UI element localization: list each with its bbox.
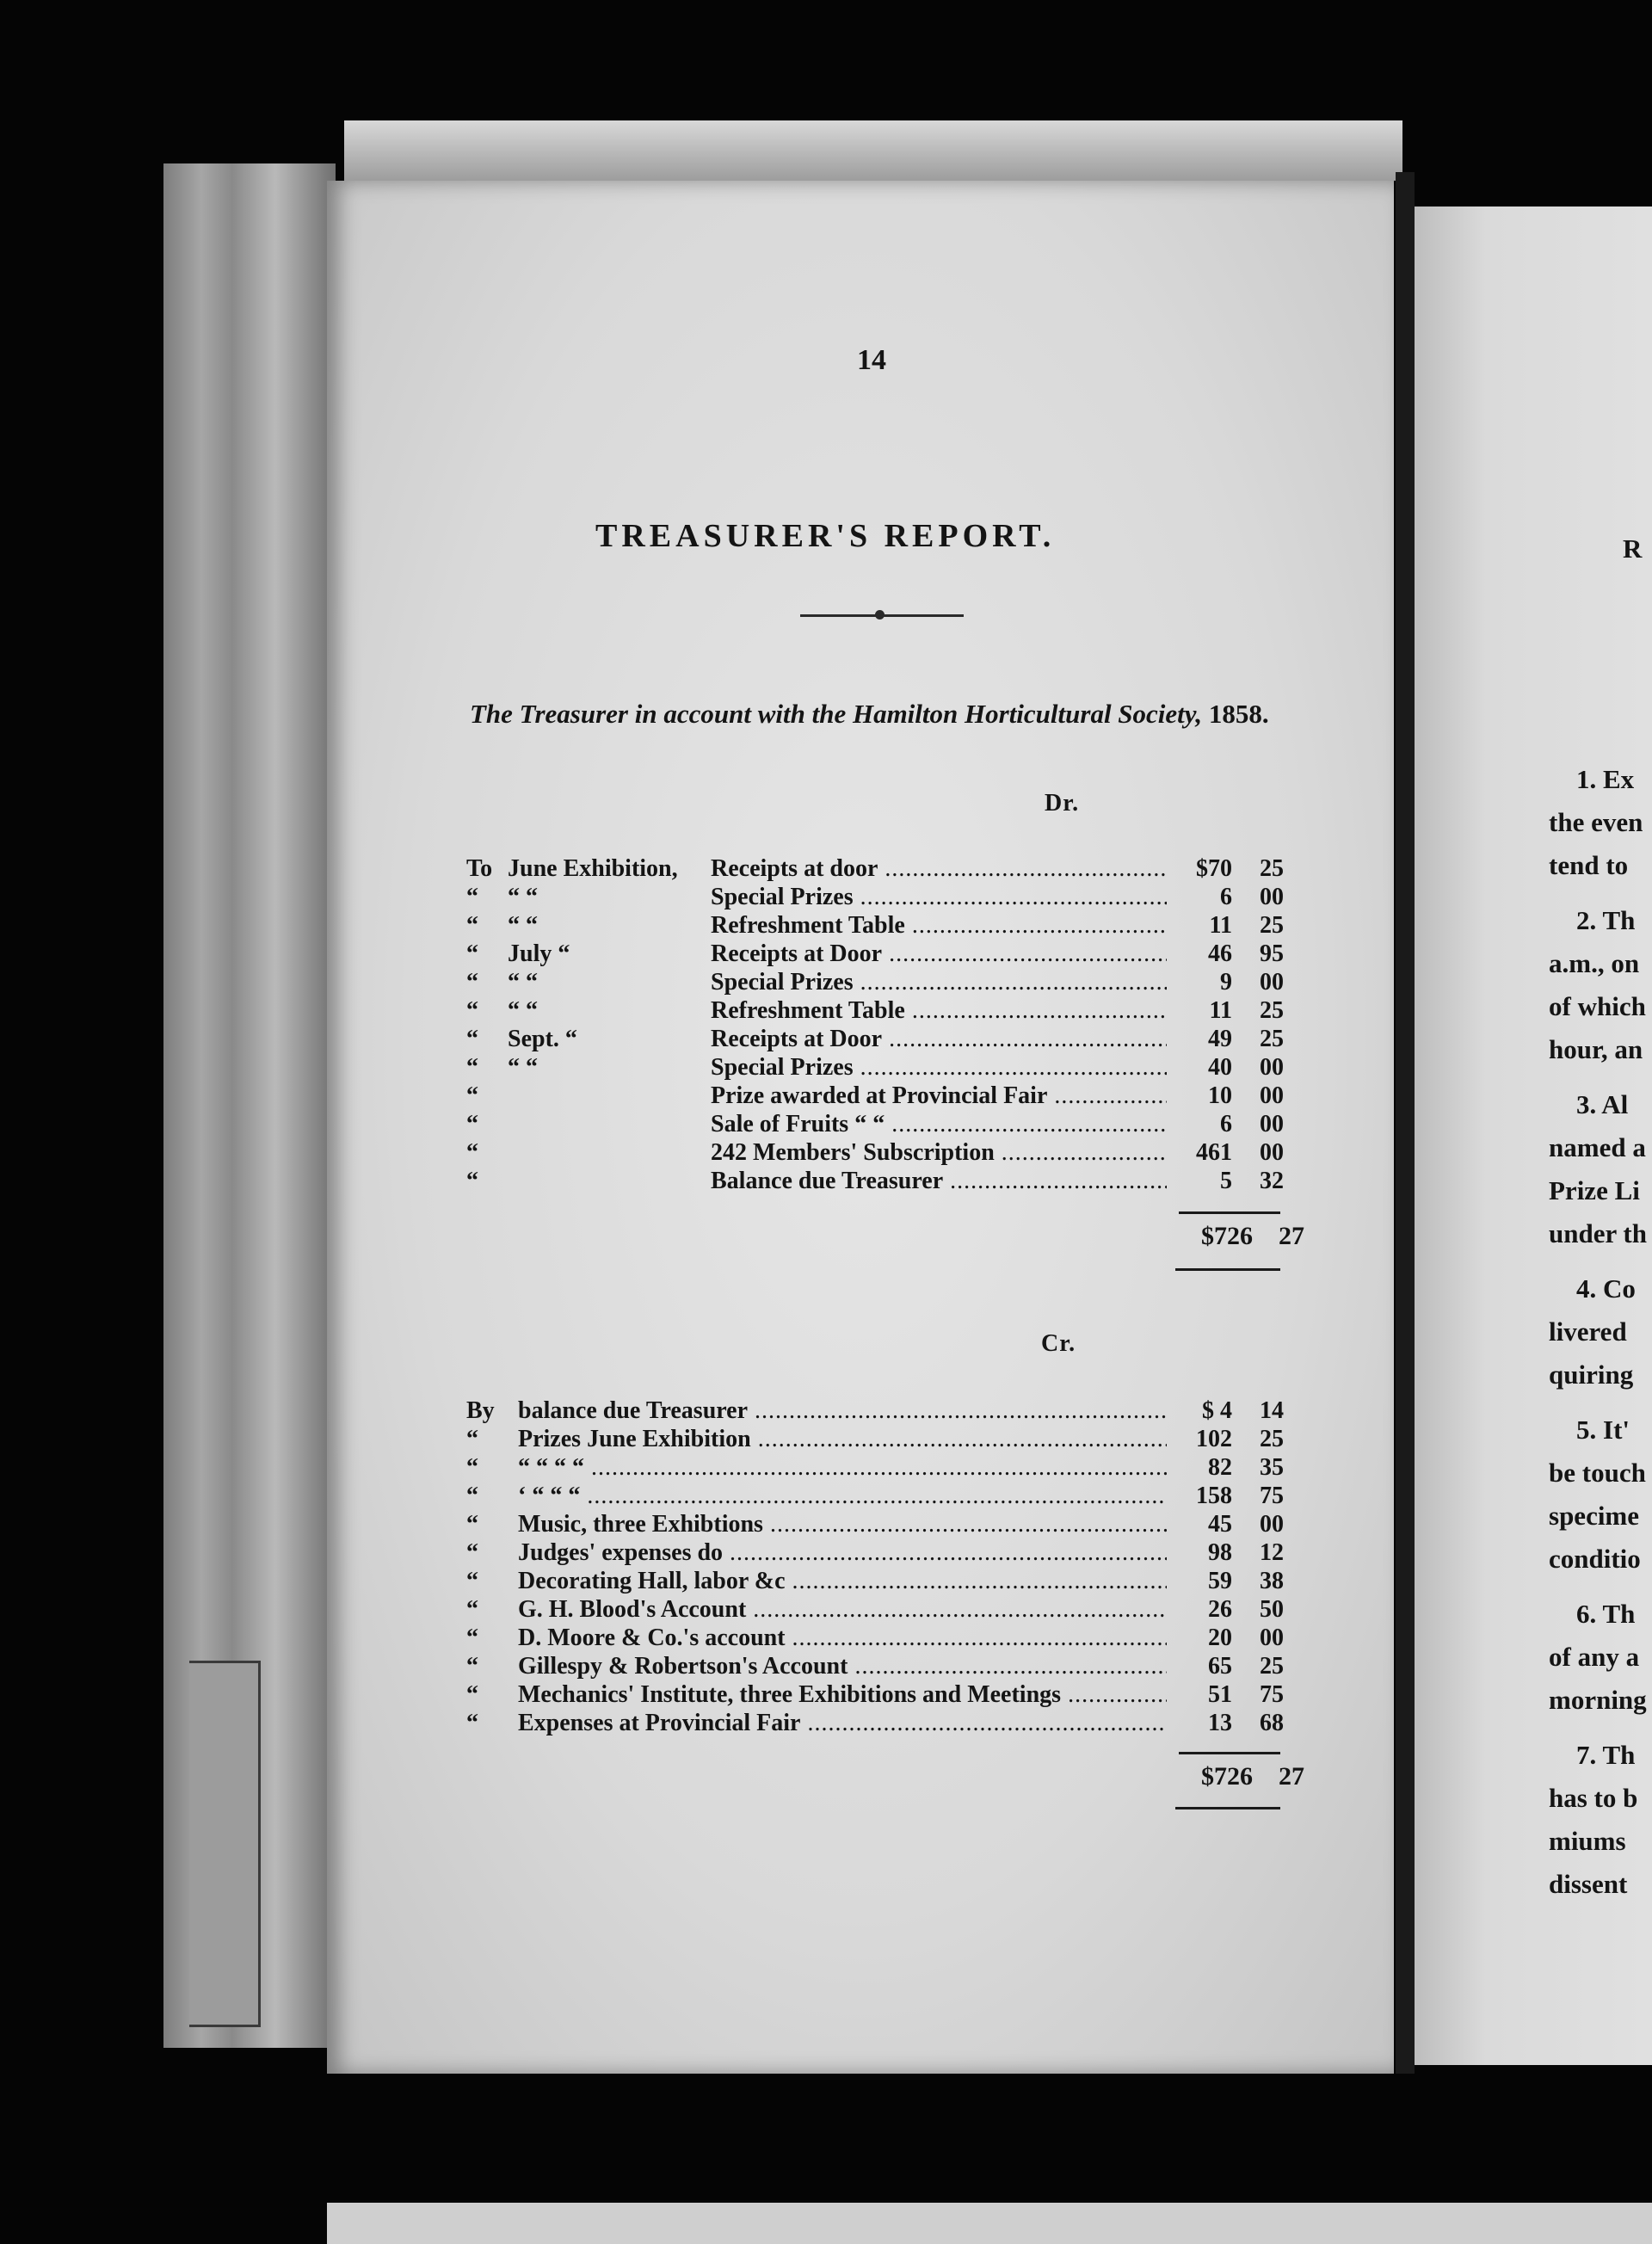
ledger-cents: 25 xyxy=(1260,1653,1284,1680)
ledger-dollars: 461 xyxy=(1196,1139,1232,1166)
ledger-group: Sept. “ xyxy=(508,1026,577,1052)
ledger-dollars: 10 xyxy=(1208,1082,1232,1109)
ledger-dollars: 11 xyxy=(1209,997,1232,1024)
right-page-line: the even xyxy=(1549,807,1643,837)
debit-ledger xyxy=(466,855,1284,1196)
right-page-line: 2. Th xyxy=(1576,905,1636,935)
right-page-line: miums xyxy=(1549,1826,1626,1856)
ledger-description: Gillespy & Robertson's Account ..... xyxy=(518,1653,1167,1680)
ledger-prefix: “ xyxy=(466,1511,478,1538)
ledger-cents: 35 xyxy=(1260,1454,1284,1481)
credit-ledger-row xyxy=(466,1710,1284,1738)
ledger-cents: 00 xyxy=(1260,1624,1284,1651)
ledger-dollars: 49 xyxy=(1208,1026,1232,1052)
ledger-group: July “ xyxy=(508,940,570,967)
ledger-cents: 95 xyxy=(1260,940,1284,967)
credit-ledger-row xyxy=(466,1568,1284,1596)
credit-sum-line xyxy=(1179,1752,1280,1754)
debit-ledger-row xyxy=(466,1054,1284,1082)
book-spine-edge xyxy=(189,1661,261,2027)
debit-ledger-row xyxy=(466,912,1284,940)
debit-sum-line xyxy=(1179,1211,1280,1214)
debit-ledger-row xyxy=(466,884,1284,912)
right-page-line: named a xyxy=(1549,1132,1646,1162)
ledger-prefix: “ xyxy=(466,1054,478,1081)
ledger-cents: 50 xyxy=(1260,1596,1284,1623)
ledger-prefix: “ xyxy=(466,1539,478,1566)
ledger-cents: 38 xyxy=(1260,1568,1284,1594)
ledger-description: G. H. Blood's Account ..... xyxy=(518,1596,1167,1624)
ledger-prefix: “ xyxy=(466,1624,478,1651)
ledger-prefix: “ xyxy=(466,1139,478,1166)
book-gutter xyxy=(1396,172,1415,2074)
ledger-cents: 00 xyxy=(1260,1139,1284,1166)
ledger-prefix: To xyxy=(466,855,493,882)
ledger-dollars: $70 xyxy=(1196,855,1232,882)
ledger-description: Receipts at Door ..... xyxy=(711,940,1167,968)
ledger-cents: 00 xyxy=(1260,969,1284,996)
ledger-prefix: “ xyxy=(466,1111,478,1137)
ledger-prefix: “ xyxy=(466,1426,478,1452)
ledger-dollars: 5 xyxy=(1220,1168,1232,1194)
ledger-dollars: 82 xyxy=(1208,1454,1232,1481)
page-number: 14 xyxy=(857,344,886,376)
ledger-prefix: “ xyxy=(466,1681,478,1708)
ledger-description: Mechanics' Institute, three Exhibitions and Meetings ..... xyxy=(518,1681,1167,1709)
ledger-dollars: 158 xyxy=(1196,1483,1232,1509)
ledger-description: Receipts at door ..... xyxy=(711,855,1167,883)
credit-ledger xyxy=(466,1397,1284,1738)
right-page-heading: R xyxy=(1623,533,1643,564)
ledger-cents: 25 xyxy=(1260,1426,1284,1452)
ledger-dollars: 98 xyxy=(1208,1539,1232,1566)
ledger-prefix: “ xyxy=(466,884,478,910)
ledger-dollars: 11 xyxy=(1209,912,1232,939)
ledger-group: “ “ xyxy=(508,969,538,996)
credit-ledger-row xyxy=(466,1624,1284,1653)
debit-ledger-row xyxy=(466,1026,1284,1054)
right-page-line: be touch xyxy=(1549,1458,1646,1488)
ledger-cents: 12 xyxy=(1260,1539,1284,1566)
ledger-cents: 00 xyxy=(1260,1111,1284,1137)
ledger-description: balance due Treasurer ..... xyxy=(518,1397,1167,1425)
credit-total-dollars: $726 xyxy=(1201,1762,1253,1791)
ledger-cents: 75 xyxy=(1260,1483,1284,1509)
ledger-description: Decorating Hall, labor &c ..... xyxy=(518,1568,1167,1595)
right-page-line: hour, an xyxy=(1549,1034,1643,1064)
credit-ledger-row xyxy=(466,1397,1284,1426)
ledger-description: Receipts at Door ..... xyxy=(711,1026,1167,1053)
debit-total-cents: 27 xyxy=(1279,1222,1304,1250)
right-page-line: a.m., on xyxy=(1549,948,1640,978)
right-page-line: has to b xyxy=(1549,1783,1638,1813)
ledger-dollars: 102 xyxy=(1196,1426,1232,1452)
ledger-dollars: 59 xyxy=(1208,1568,1232,1594)
credit-ledger-row xyxy=(466,1483,1284,1511)
debit-ledger-row xyxy=(466,1111,1284,1139)
ledger-prefix: “ xyxy=(466,912,478,939)
ledger-dollars: 26 xyxy=(1208,1596,1232,1623)
ledger-description: Refreshment Table ..... xyxy=(711,997,1167,1025)
ledger-dollars: 13 xyxy=(1208,1710,1232,1736)
ledger-cents: 14 xyxy=(1260,1397,1284,1424)
ledger-description: Music, three Exhibtions ..... xyxy=(518,1511,1167,1538)
ledger-prefix: “ xyxy=(466,997,478,1024)
report-subtitle xyxy=(470,699,1269,730)
credit-heading: Cr. xyxy=(1041,1330,1076,1357)
ledger-prefix: “ xyxy=(466,1483,478,1509)
ledger-cents: 75 xyxy=(1260,1681,1284,1708)
ledger-prefix: “ xyxy=(466,969,478,996)
ledger-cents: 00 xyxy=(1260,1511,1284,1538)
right-page-line: 5. It' xyxy=(1576,1415,1630,1445)
ledger-dollars: 20 xyxy=(1208,1624,1232,1651)
right-page-line: 1. Ex xyxy=(1576,764,1635,794)
credit-ledger-row xyxy=(466,1539,1284,1568)
ledger-description: Sale of Fruits “ “ ..... xyxy=(711,1111,1167,1138)
divider-ornament xyxy=(875,610,885,620)
debit-heading: Dr. xyxy=(1045,790,1080,817)
ledger-description: D. Moore & Co.'s account ..... xyxy=(518,1624,1167,1652)
ledger-description: Expenses at Provincial Fair ..... xyxy=(518,1710,1167,1737)
ledger-description: ‘ “ “ “ ..... xyxy=(518,1483,1167,1510)
ledger-cents: 00 xyxy=(1260,1082,1284,1109)
right-page-line: tend to xyxy=(1549,850,1629,880)
ledger-description: Refreshment Table ..... xyxy=(711,912,1167,940)
debit-ledger-row xyxy=(466,1168,1284,1196)
right-page-line: conditio xyxy=(1549,1544,1641,1574)
report-title: TREASURER'S REPORT. xyxy=(595,518,1056,554)
ledger-prefix: “ xyxy=(466,1082,478,1109)
subtitle-year: 1858. xyxy=(1208,699,1269,729)
ledger-description: Special Prizes ..... xyxy=(711,884,1167,911)
credit-total xyxy=(1175,1762,1304,1791)
debit-ledger-row xyxy=(466,1082,1284,1111)
debit-total-dollars: $726 xyxy=(1201,1222,1253,1250)
ledger-group: “ “ xyxy=(508,884,538,910)
top-page-edge xyxy=(344,120,1402,181)
ledger-description: 242 Members' Subscription ..... xyxy=(711,1139,1167,1167)
ledger-description: Prizes June Exhibition ..... xyxy=(518,1426,1167,1453)
right-page-line: livered xyxy=(1549,1316,1627,1347)
ledger-dollars: 9 xyxy=(1220,969,1232,996)
credit-ledger-row xyxy=(466,1454,1284,1483)
ledger-description: Special Prizes ..... xyxy=(711,1054,1167,1082)
right-page-line: 7. Th xyxy=(1576,1740,1636,1770)
credit-ledger-row xyxy=(466,1426,1284,1454)
ledger-group: “ “ xyxy=(508,912,538,939)
ledger-dollars: 51 xyxy=(1208,1681,1232,1708)
subtitle-text: The Treasurer in account with the Hamilton Horticultural Society, xyxy=(470,699,1203,729)
right-page-line: of which xyxy=(1549,991,1646,1021)
ledger-prefix: “ xyxy=(466,1568,478,1594)
debit-total xyxy=(1175,1222,1304,1251)
ledger-description: Balance due Treasurer ..... xyxy=(711,1168,1167,1195)
ledger-prefix: “ xyxy=(466,1454,478,1481)
ledger-prefix: “ xyxy=(466,1168,478,1194)
right-page-line: 3. Al xyxy=(1576,1089,1629,1119)
right-page-line: of any a xyxy=(1549,1642,1640,1672)
right-page-line: 4. Co xyxy=(1576,1273,1636,1304)
ledger-description: “ “ “ “ ..... xyxy=(518,1454,1167,1482)
ledger-cents: 25 xyxy=(1260,997,1284,1024)
ledger-cents: 00 xyxy=(1260,884,1284,910)
credit-total-cents: 27 xyxy=(1279,1762,1304,1791)
right-page-line: 6. Th xyxy=(1576,1599,1636,1629)
credit-ledger-row xyxy=(466,1511,1284,1539)
right-page-line: dissent xyxy=(1549,1869,1628,1899)
debit-ledger-row xyxy=(466,855,1284,884)
ledger-dollars: $ 4 xyxy=(1202,1397,1232,1424)
ledger-dollars: 45 xyxy=(1208,1511,1232,1538)
ledger-dollars: 6 xyxy=(1220,1111,1232,1137)
ledger-dollars: 46 xyxy=(1208,940,1232,967)
credit-total-underline xyxy=(1175,1807,1280,1809)
ledger-description: Special Prizes ..... xyxy=(711,969,1167,996)
credit-ledger-row xyxy=(466,1653,1284,1681)
debit-ledger-row xyxy=(466,969,1284,997)
ledger-cents: 25 xyxy=(1260,912,1284,939)
ledger-cents: 25 xyxy=(1260,855,1284,882)
right-page-line: morning xyxy=(1549,1685,1647,1715)
ledger-cents: 00 xyxy=(1260,1054,1284,1081)
credit-ledger-row xyxy=(466,1681,1284,1710)
right-page-line: quiring xyxy=(1549,1359,1634,1390)
ledger-prefix: By xyxy=(466,1397,495,1424)
right-page-line: under th xyxy=(1549,1218,1647,1248)
ledger-prefix: “ xyxy=(466,1026,478,1052)
ledger-prefix: “ xyxy=(466,1710,478,1736)
debit-ledger-row xyxy=(466,997,1284,1026)
ledger-prefix: “ xyxy=(466,1653,478,1680)
ledger-prefix: “ xyxy=(466,940,478,967)
ledger-dollars: 6 xyxy=(1220,884,1232,910)
ledger-group: “ “ xyxy=(508,1054,538,1081)
ledger-prefix: “ xyxy=(466,1596,478,1623)
bottom-page-edge xyxy=(327,2203,1652,2244)
right-page-line: Prize Li xyxy=(1549,1175,1640,1205)
ledger-cents: 68 xyxy=(1260,1710,1284,1736)
ledger-group: June Exhibition, xyxy=(508,855,678,882)
ledger-description: Judges' expenses do ..... xyxy=(518,1539,1167,1567)
debit-ledger-row xyxy=(466,940,1284,969)
ledger-description: Prize awarded at Provincial Fair ..... xyxy=(711,1082,1167,1110)
ledger-cents: 25 xyxy=(1260,1026,1284,1052)
ledger-dollars: 40 xyxy=(1208,1054,1232,1081)
ledger-cents: 32 xyxy=(1260,1168,1284,1194)
debit-ledger-row xyxy=(466,1139,1284,1168)
debit-total-underline xyxy=(1175,1268,1280,1271)
credit-ledger-row xyxy=(466,1596,1284,1624)
ledger-dollars: 65 xyxy=(1208,1653,1232,1680)
right-page-line: specime xyxy=(1549,1501,1640,1531)
ledger-group: “ “ xyxy=(508,997,538,1024)
